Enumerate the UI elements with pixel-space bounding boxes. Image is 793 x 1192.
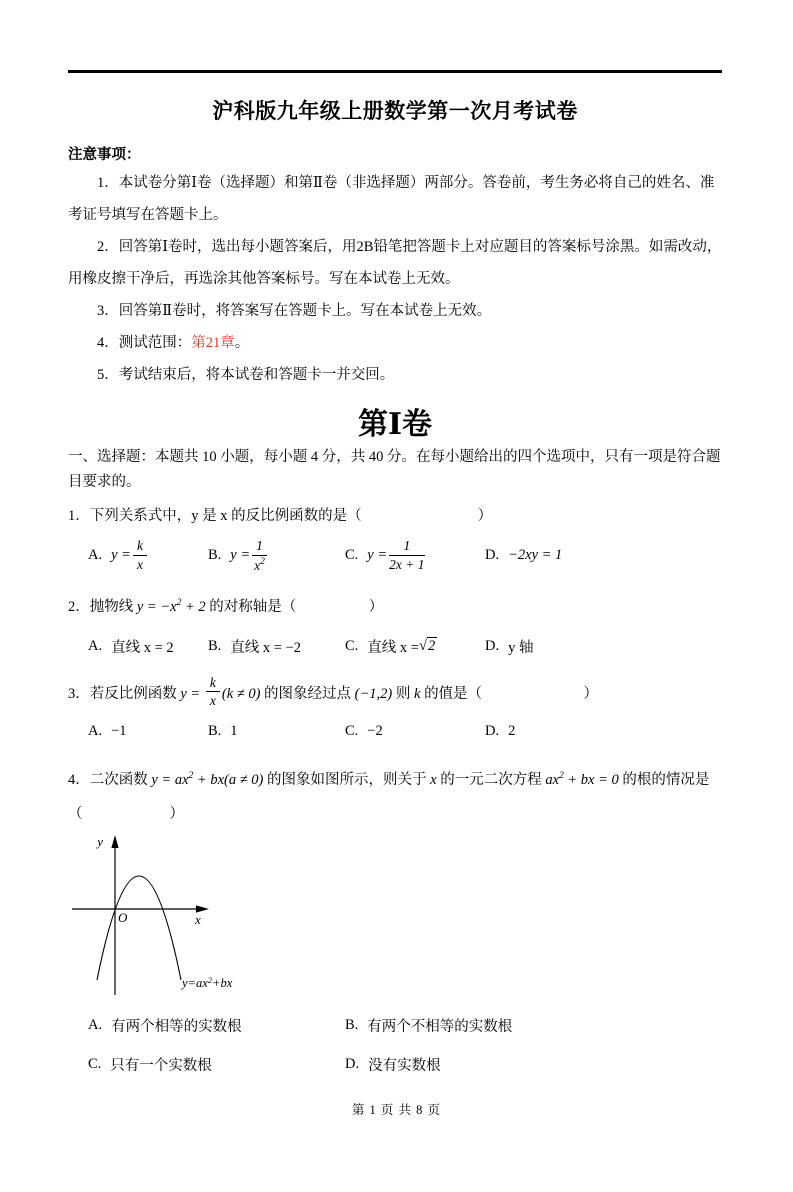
q3-option-a-label: A. [88, 723, 103, 740]
q4-formula1-tail: + bx [193, 771, 225, 788]
q3-stem-mid2: 则 [392, 685, 414, 702]
question-2-stem [68, 591, 722, 619]
q2-formula-tail: + 2 [181, 598, 206, 615]
q2-option-c-text: 直线 x = [367, 640, 419, 656]
q3-option-c-text: −2 [367, 723, 383, 740]
q4-stem-mid: 的图象如图所示，则关于 [263, 771, 431, 788]
q1-option-a-fraction [133, 538, 147, 572]
q4-option-b-text: 有两个不相等的实数根 [367, 1019, 513, 1036]
q3-option-b [208, 723, 345, 740]
notice-item-4-suffix: 。 [234, 334, 250, 351]
q4-option-b-label: B. [345, 1017, 359, 1034]
header-rule [68, 70, 722, 73]
exam-page [0, 70, 793, 1080]
q1-option-b-numerator: 1 [252, 538, 267, 556]
y-axis-label: y [97, 833, 103, 849]
q3-stem-text: 3．若反比例函数 [68, 685, 181, 702]
q1-option-c [345, 538, 485, 572]
q4-option-c [88, 1054, 345, 1075]
q4-option-c-text: 只有一个实数根 [110, 1058, 212, 1075]
q2-option-c-radical: √2 [418, 638, 436, 654]
part1-heading: 第Ⅰ卷 [357, 407, 433, 441]
notice-item-4-test-range: 第21章 [191, 334, 235, 351]
q4-option-c-label: C. [88, 1056, 102, 1073]
q1-option-a [88, 538, 208, 572]
q2-option-b-label: B. [208, 638, 222, 654]
q3-fraction [206, 675, 220, 709]
q4-formula1-exponent: 2 [188, 770, 194, 781]
q2-option-b [208, 636, 345, 657]
q1-option-c-numerator: 1 [389, 538, 424, 556]
q4-formula2-tail: + bx = 0 [563, 771, 619, 788]
q2-option-b-text: 直线 x = −2 [230, 640, 302, 656]
curve-equation-label: $y=ax^2+bx$ [182, 974, 233, 990]
q3-option-c-label: C. [345, 723, 359, 740]
q1-option-a-label: A. [88, 547, 103, 563]
q4-formula2: ax [545, 771, 560, 788]
q1-option-b-den-base: x [254, 557, 261, 573]
notice-heading: 注意事项： [68, 146, 141, 163]
q1-option-c-label: C. [345, 547, 359, 563]
origin-label: O [118, 909, 128, 925]
q2-option-d [485, 636, 533, 657]
q4-figure [68, 830, 722, 1005]
q3-option-a-text: −1 [111, 723, 127, 740]
q2-option-a [88, 636, 208, 657]
q3-option-b-text: 1 [230, 723, 238, 740]
q4-option-d-label: D. [345, 1056, 360, 1073]
q4-condition: (a ≠ 0) [224, 771, 264, 788]
question-4-options-row-2 [88, 1050, 722, 1080]
q4-stem-text: 4．二次函数 [68, 771, 152, 788]
q3-stem-tail: 的值是（ ） [420, 685, 599, 702]
q3-option-d [485, 723, 515, 740]
q1-option-c-fraction [389, 538, 424, 572]
q2-option-c-radicand: 2 [427, 638, 436, 654]
q4-option-d [345, 1054, 441, 1075]
q3-variable-k: k [414, 685, 421, 702]
q4-variable-x: x [430, 771, 437, 788]
q1-option-a-numerator: k [133, 538, 147, 556]
q4-option-a [88, 1015, 345, 1036]
parabola-graph [68, 830, 253, 1000]
q3-option-c [345, 723, 485, 740]
q4-formula2-exponent: 2 [559, 770, 564, 781]
x-axis-label: x [195, 911, 201, 927]
question-1-stem: 1．下列关系式中，y 是 x 的反比例函数的是（ ） [68, 507, 493, 524]
question-3-options [88, 717, 722, 747]
parabola-curve [97, 876, 181, 980]
q4-option-a-label: A. [88, 1017, 103, 1034]
q3-condition: (k ≠ 0) [221, 685, 261, 702]
q1-option-b [208, 538, 345, 573]
notice-item-1: 1．本试卷分第Ⅰ卷（选择题）和第Ⅱ卷（非选择题）两部分。答卷前，考生务必将自己的姓名、准考证号填写在答题卡上。 [68, 174, 715, 223]
q3-option-d-text: 2 [508, 723, 516, 740]
section1-intro: 一、选择题：本题共 10 小题，每小题 4 分，共 40 分。在每小题给出的四个选项中，只有一项是符合题目要求的。 [68, 448, 721, 490]
q2-formula-exponent: 2 [176, 597, 182, 608]
q1-option-a-denominator: x [136, 557, 143, 572]
q2-option-d-text: y 轴 [508, 640, 534, 656]
q3-formula-lhs: y = [180, 685, 204, 702]
q1-option-a-lhs: y = [111, 547, 131, 563]
q4-option-d-text: 没有实数根 [368, 1058, 441, 1075]
q2-option-d-label: D. [485, 638, 500, 654]
q2-option-c-label: C. [345, 638, 359, 654]
notice-item-3: 3．回答第Ⅱ卷时，将答案写在答题卡上。写在本试卷上无效。 [97, 302, 492, 319]
q3-point: (−1,2) [354, 685, 393, 702]
q2-option-a-label: A. [88, 638, 103, 654]
q3-option-b-label: B. [208, 723, 222, 740]
q3-denominator: x [209, 693, 216, 709]
q1-option-b-label: B. [208, 547, 222, 563]
q2-option-c [345, 636, 485, 657]
question-4-stem [68, 764, 722, 792]
q4-stem-tail: 的根的情况是 [618, 771, 710, 788]
q1-option-d-label: D. [485, 547, 500, 563]
q2-stem-text: 2．抛物线 [68, 598, 137, 615]
q1-option-c-denominator: 2x + 1 [389, 557, 425, 572]
q4-answer-parentheses: （ ） [68, 805, 184, 822]
q3-numerator: k [206, 675, 220, 693]
question-3-stem [68, 675, 722, 709]
q1-option-b-lhs: y = [230, 547, 251, 563]
q2-formula: y = −x [136, 598, 177, 615]
notice-item-4-prefix: 4．测试范围： [97, 334, 192, 351]
q1-option-c-lhs: y = [367, 547, 388, 563]
notice-item-4 [68, 327, 722, 359]
question-1-options [88, 530, 722, 582]
q4-option-a-text: 有两个相等的实数根 [111, 1019, 242, 1036]
question-4-options-row-1 [88, 1011, 722, 1041]
q3-option-d-label: D. [485, 723, 500, 740]
q1-option-b-denominator [252, 556, 267, 574]
q2-stem-tail: 的对称轴是（ ） [205, 598, 384, 615]
q3-stem-mid: 的图象经过点 [260, 685, 355, 702]
page-title: 沪科版九年级上册数学第一次月考试卷 [212, 98, 578, 123]
q4-stem-mid2: 的一元二次方程 [436, 771, 546, 788]
q3-option-a [88, 723, 208, 740]
q4-formula1: y = ax [151, 771, 189, 788]
notice-item-5: 5．考试结束后，将本试卷和答题卡一并交回。 [97, 366, 395, 383]
question-2-options [88, 632, 722, 662]
notice-item-2: 2．回答第Ⅰ卷时，选出每小题答案后，用2B铅笔把答题卡上对应题目的答案标号涂黑。如需改动，用橡皮擦干净后，再选涂其他答案标号。写在本试卷上无效。 [68, 238, 722, 287]
q1-option-d-formula: −2xy = 1 [508, 547, 563, 563]
q4-option-b [345, 1015, 512, 1036]
y-axis-arrow-icon [111, 835, 118, 848]
page-footer: 第 1 页 共 8 页 [351, 1103, 442, 1117]
q1-option-d [485, 547, 562, 564]
q2-option-a-text: 直线 x = 2 [111, 640, 174, 656]
q1-option-b-den-exponent: 2 [260, 556, 265, 567]
q1-option-b-fraction [252, 538, 267, 573]
